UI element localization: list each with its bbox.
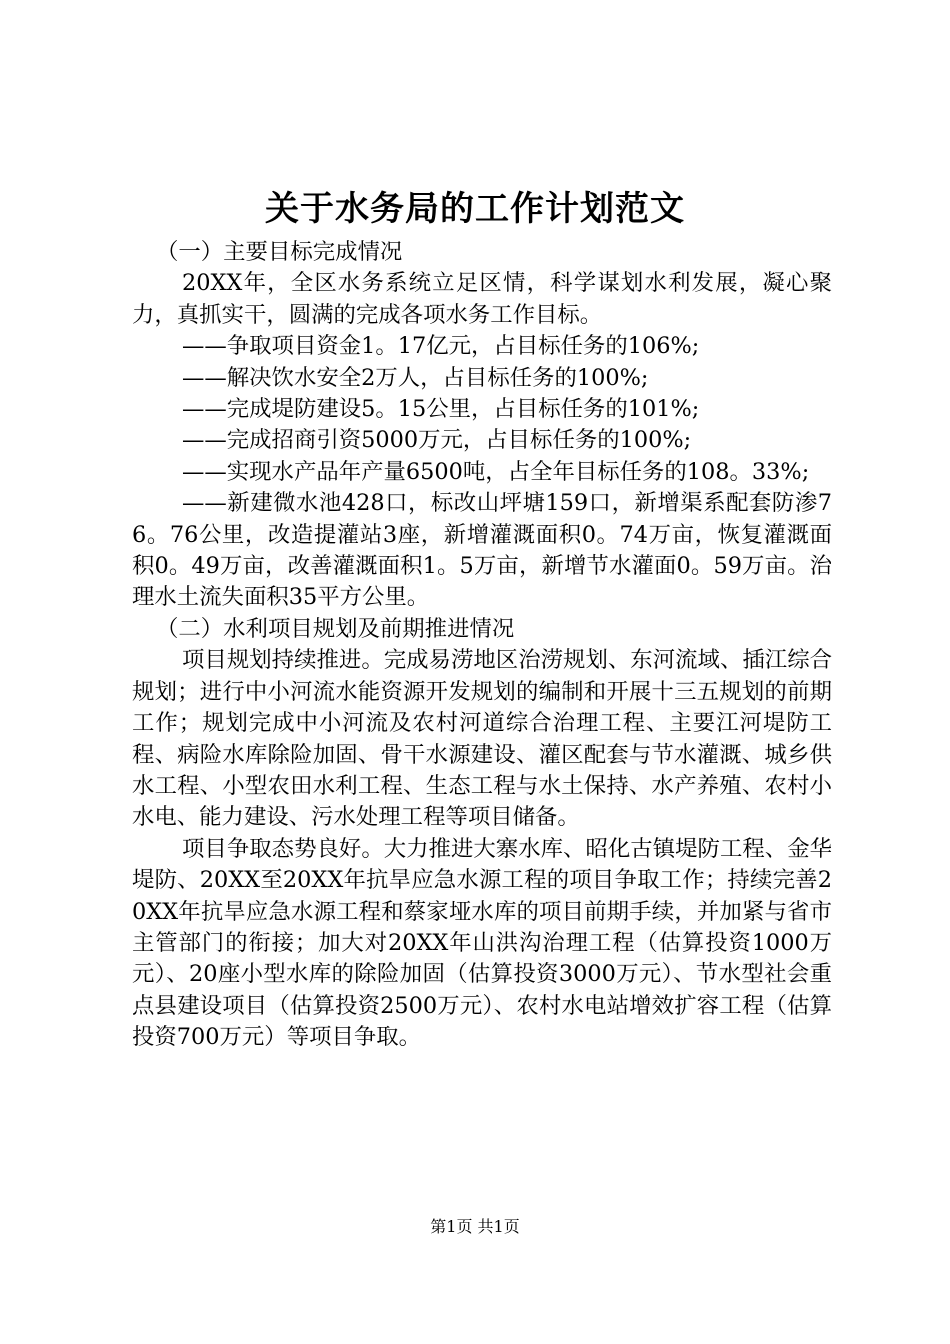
paragraph-planning: 项目规划持续推进。完成易涝地区治涝规划、东河流域、插江综合规划；进行中小河流水能资源开发规划的编制和开展十三五规划的前期工作；规划完成中小河流及农村河道综合治理工程、主要江河堤防工程、病险水库除险加固、骨干水源建设、灌区配套与节水灌溉、城乡供水工程、小型农田水利工程、生态工程与水土保持、水产养殖、农村小水电、能力建设、污水处理工程等项目储备。 <box>132 647 832 831</box>
document-title: 关于水务局的工作计划范文 <box>265 189 685 229</box>
page-footer: 第1页 共1页 <box>430 1217 520 1236</box>
list-item-investment: ——完成招商引资5000万元，占目标任务的100%; <box>182 427 692 454</box>
list-item-funding: ——争取项目资金1。17亿元，占目标任务的106%; <box>182 333 700 360</box>
paragraph-project-acquisition: 项目争取态势良好。大力推进大寨水库、昭化古镇堤防工程、金华堤防、20XX至20XX年抗旱应急水源工程的项目争取工作；持续完善20XX年抗旱应急水源工程和蔡家垭水库的项目前期手续，并加紧与省市主管部门的衔接；加大对20XX年山洪沟治理工程（估算投资1000万元）、20座小型水库的除险加固（估算投资3000万元）、节水型社会重点县建设项目（估算投资2500万元）、农村水电站增效扩容工程（估算投资700万元）等项目争取。 <box>132 835 832 1051</box>
section-heading-2: （二）水利项目规划及前期推进情况 <box>156 615 515 642</box>
list-item-embankment: ——完成堤防建设5。15公里，占目标任务的101%; <box>182 396 700 423</box>
paragraph-intro: 20XX年，全区水务系统立足区情，科学谋划水利发展，凝心聚力，真抓实干，圆满的完成各项水务工作目标。 <box>132 270 832 328</box>
list-item-irrigation: ——新建微水池428口，标改山坪塘159口，新增渠系配套防渗76。76公里，改造提灌站3座，新增灌溉面积0。74万亩，恢复灌溉面积0。49万亩，改善灌溉面积1。5万亩，新增节水灌面0。59万亩。治理水土流失面积35平方公里。 <box>132 490 832 611</box>
section-heading-1: （一）主要目标完成情况 <box>156 239 403 265</box>
list-item-aquatic-output: ——实现水产品年产量6500吨，占全年目标任务的108。33%; <box>182 458 810 485</box>
list-item-drinking-water: ——解决饮水安全2万人，占目标任务的100%; <box>182 364 649 391</box>
document-body <box>132 237 832 1054</box>
